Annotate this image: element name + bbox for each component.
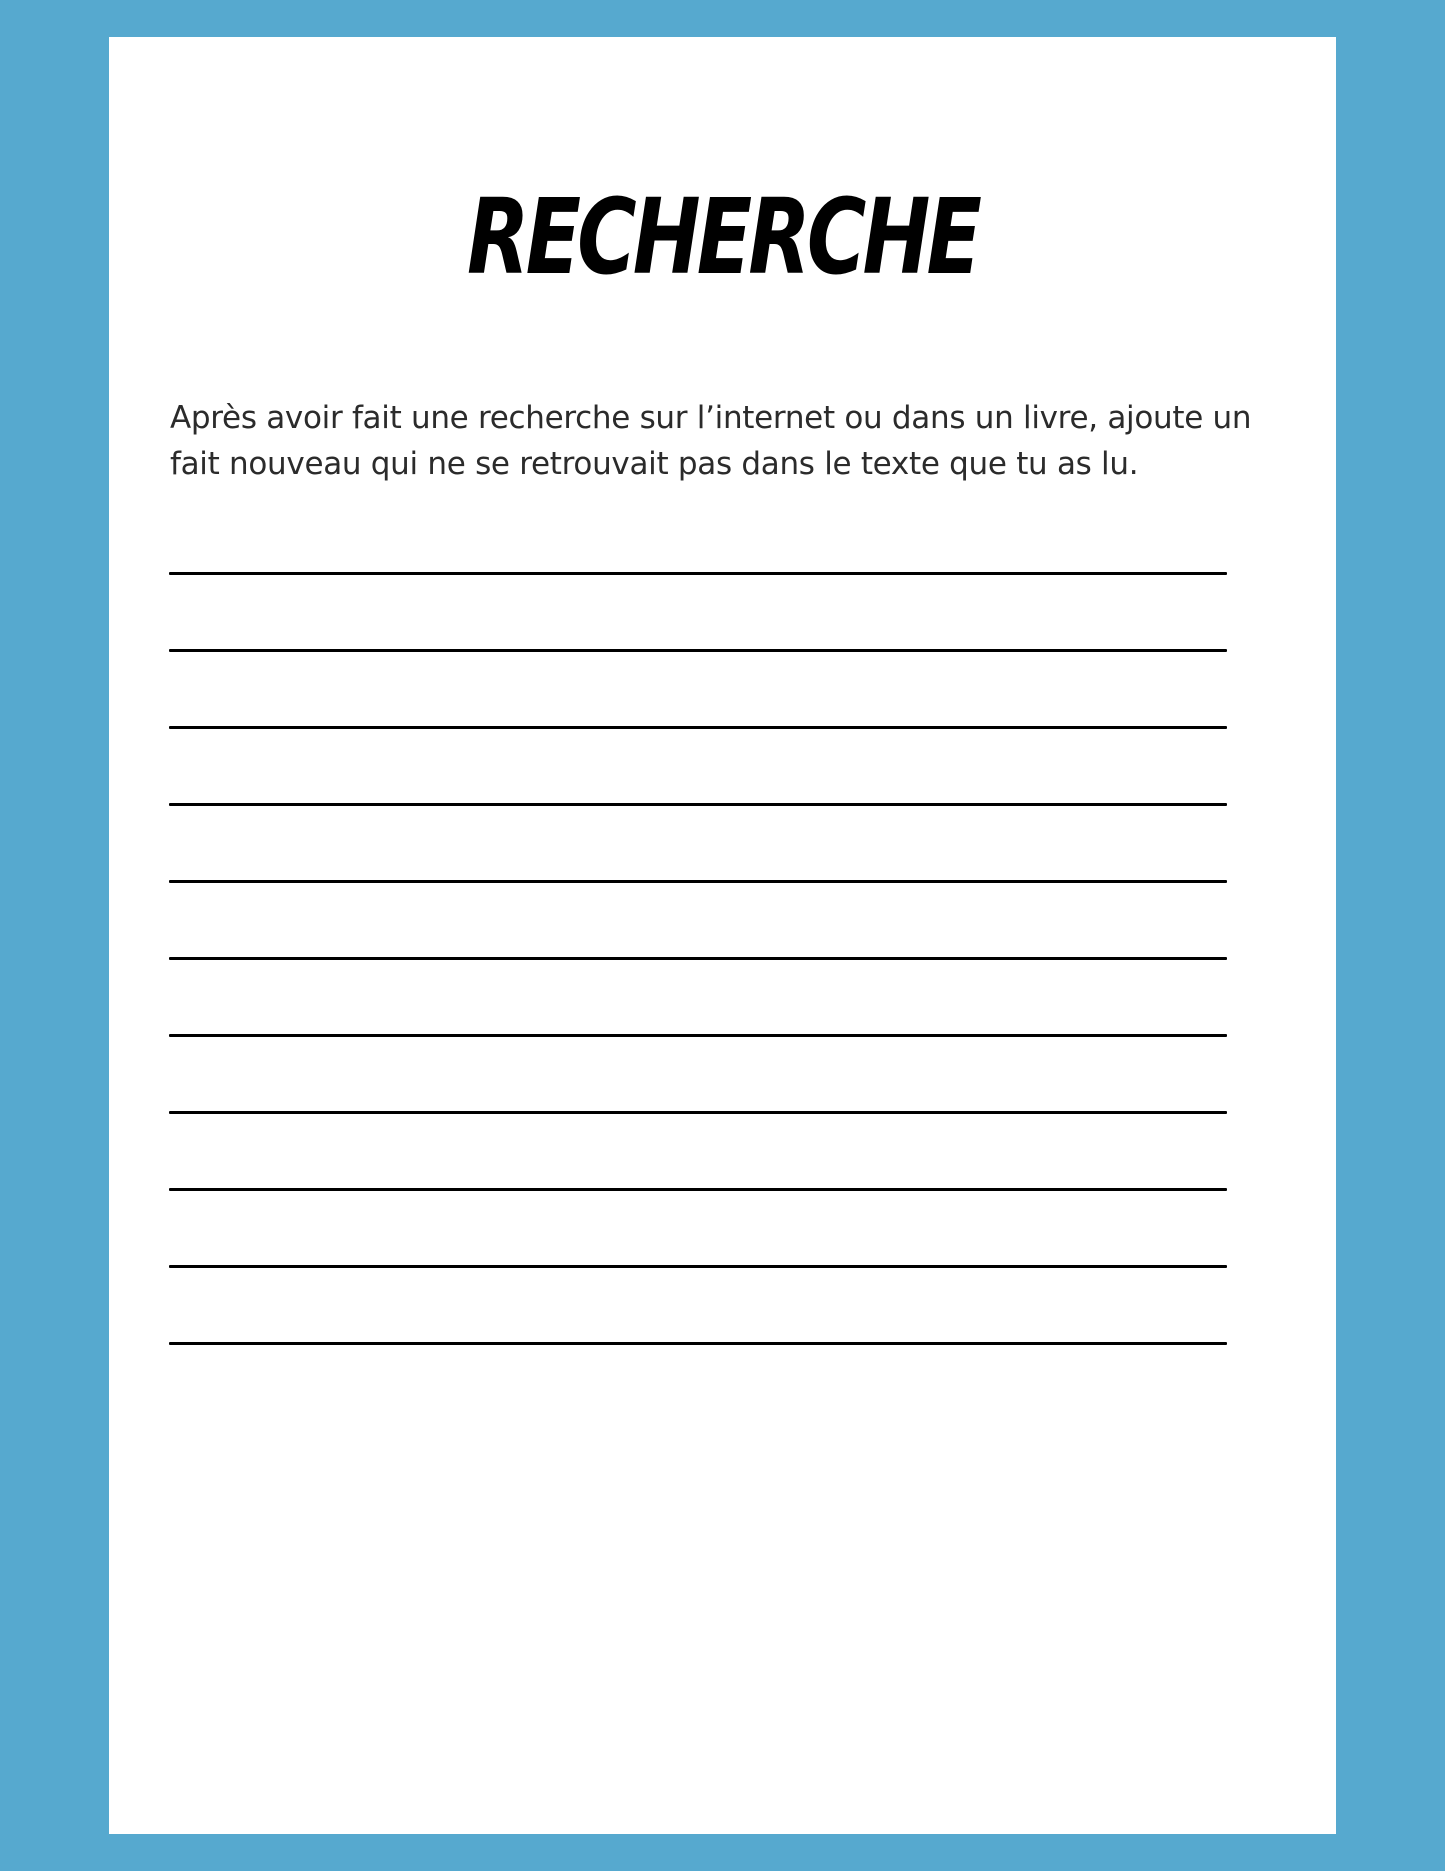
writing-line[interactable] [169, 1342, 1227, 1345]
writing-line[interactable] [169, 1265, 1227, 1268]
writing-line[interactable] [169, 572, 1227, 575]
page-title: RECHERCHE [467, 176, 978, 298]
writing-line[interactable] [169, 1111, 1227, 1114]
writing-line[interactable] [169, 957, 1227, 960]
writing-line[interactable] [169, 880, 1227, 883]
worksheet-page [109, 37, 1336, 1834]
writing-line[interactable] [169, 1034, 1227, 1037]
writing-line[interactable] [169, 649, 1227, 652]
writing-line[interactable] [169, 803, 1227, 806]
writing-line[interactable] [169, 1188, 1227, 1191]
writing-line[interactable] [169, 726, 1227, 729]
writing-lines [169, 37, 1227, 1834]
instructions-text: Après avoir fait une recherche sur l’internet ou dans un livre, ajoute un fait nouveau qui ne se retrouvait pas dans le texte que tu as lu. [170, 400, 1252, 482]
